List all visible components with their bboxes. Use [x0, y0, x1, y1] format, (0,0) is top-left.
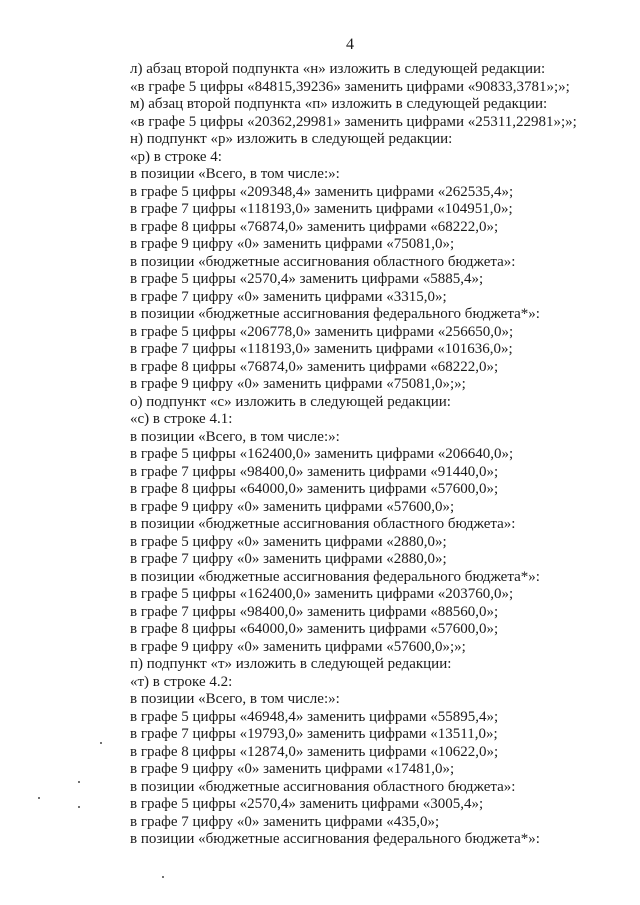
text-line: в графе 7 цифры «19793,0» заменить цифрами «13511,0»;: [130, 726, 498, 742]
text-line: н) подпункт «р» изложить в следующей редакции:: [130, 131, 453, 147]
text-line: в графе 9 цифру «0» заменить цифрами «75081,0»;»;: [130, 376, 466, 392]
text-line: л) абзац второй подпункта «н» изложить в следующей редакции:: [130, 61, 546, 77]
text-line: «т) в строке 4.2:: [130, 673, 233, 690]
text-line: в графе 7 цифры «118193,0» заменить цифрами «101636,0»;: [130, 341, 513, 357]
text-line: в графе 5 цифры «2570,4» заменить цифрами «5885,4»;: [130, 271, 484, 287]
text-line: в графе 9 цифру «0» заменить цифрами «17481,0»;: [130, 761, 455, 777]
text-line: в графе 5 цифры «2570,4» заменить цифрами «3005,4»;: [130, 796, 484, 812]
text-line: в графе 9 цифру «0» заменить цифрами «57600,0»;»;: [130, 638, 466, 655]
text-line: в позиции «Всего, в том числе:»:: [130, 166, 340, 182]
text-line: в графе 5 цифры «209348,4» заменить цифрами «262535,4»;: [130, 183, 514, 200]
text-line: в графе 5 цифры «162400,0» заменить цифрами «203760,0»;: [130, 586, 514, 602]
text-line: в графе 7 цифру «0» заменить цифрами «435,0»;: [130, 813, 440, 830]
text-line: о) подпункт «с» изложить в следующей редакции:: [130, 393, 451, 410]
text-line: в графе 7 цифру «0» заменить цифрами «3315,0»;: [130, 288, 447, 305]
text-line: «с) в строке 4.1:: [130, 411, 233, 427]
text-line: в графе 8 цифры «76874,0» заменить цифрами «68222,0»;: [130, 358, 499, 375]
scan-speck: [38, 797, 40, 799]
text-line: в графе 7 цифры «98400,0» заменить цифрами «91440,0»;: [130, 463, 499, 480]
text-line: в графе 5 цифры «206778,0» заменить цифрами «256650,0»;: [130, 323, 514, 340]
text-line: в позиции «бюджетные ассигнования федерального бюджета*»:: [130, 831, 540, 847]
text-line: в графе 7 цифру «0» заменить цифрами «2880,0»;: [130, 551, 447, 567]
scan-speck: [100, 742, 102, 744]
text-line: в графе 9 цифру «0» заменить цифрами «75081,0»;: [130, 236, 455, 252]
text-line: в графе 5 цифру «0» заменить цифрами «2880,0»;: [130, 533, 447, 550]
text-line: в позиции «Всего, в том числе:»:: [130, 691, 340, 707]
text-line: в позиции «бюджетные ассигнования федерального бюджета*»:: [130, 306, 540, 322]
text-line: п) подпункт «т» изложить в следующей редакции:: [130, 656, 452, 672]
text-line: «р) в строке 4:: [130, 148, 222, 165]
scan-speck: [162, 876, 164, 878]
text-line: в графе 8 цифры «76874,0» заменить цифрами «68222,0»;: [130, 218, 499, 235]
text-line: «в графе 5 цифры «84815,39236» заменить цифрами «90833,3781»;»;: [130, 78, 570, 95]
text-line: «в графе 5 цифры «20362,29981» заменить цифрами «25311,22981»;»;: [130, 113, 577, 130]
document-body: [130, 61, 620, 849]
text-line: в позиции «бюджетные ассигнования областного бюджета»:: [130, 253, 516, 270]
page-number: 4: [346, 36, 354, 53]
text-line: м) абзац второй подпункта «п» изложить в следующей редакции:: [130, 96, 548, 112]
text-line: в графе 5 цифры «162400,0» заменить цифрами «206640,0»;: [130, 446, 514, 462]
text-line: в позиции «бюджетные ассигнования областного бюджета»:: [130, 516, 516, 532]
scan-speck: [78, 781, 80, 783]
text-line: в позиции «Всего, в том числе:»:: [130, 428, 340, 445]
text-line: в графе 7 цифры «98400,0» заменить цифрами «88560,0»;: [130, 603, 499, 620]
text-line: в позиции «бюджетные ассигнования федерального бюджета*»:: [130, 568, 540, 585]
text-line: в графе 5 цифры «46948,4» заменить цифрами «55895,4»;: [130, 708, 499, 725]
scan-speck: [78, 806, 80, 808]
text-line: в графе 8 цифры «64000,0» заменить цифрами «57600,0»;: [130, 621, 499, 637]
text-line: в графе 8 цифры «12874,0» заменить цифрами «10622,0»;: [130, 743, 499, 760]
text-line: в графе 7 цифры «118193,0» заменить цифрами «104951,0»;: [130, 201, 513, 217]
text-line: в графе 8 цифры «64000,0» заменить цифрами «57600,0»;: [130, 481, 499, 497]
text-line: в позиции «бюджетные ассигнования областного бюджета»:: [130, 778, 516, 795]
text-line: в графе 9 цифру «0» заменить цифрами «57600,0»;: [130, 498, 455, 515]
